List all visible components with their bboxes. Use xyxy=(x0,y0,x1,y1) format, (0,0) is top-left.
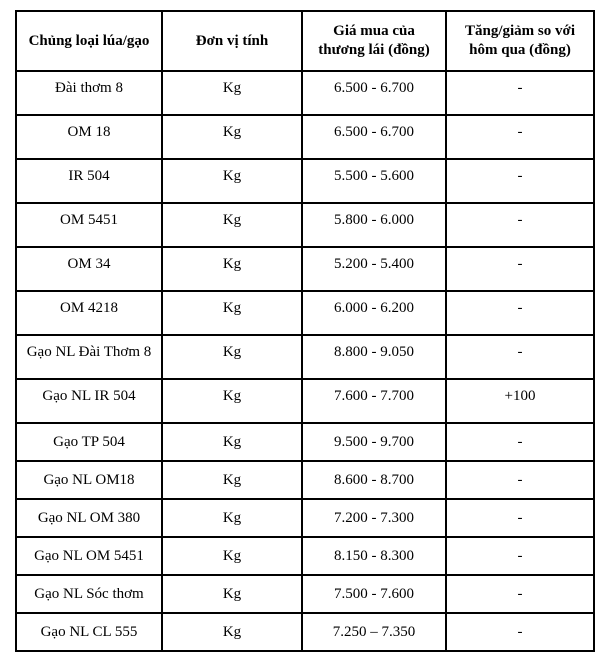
change-cell: - xyxy=(446,499,594,537)
rice-type-cell: OM 34 xyxy=(16,247,162,291)
unit-cell: Kg xyxy=(162,247,302,291)
table-row xyxy=(16,575,594,613)
table-row xyxy=(16,461,594,499)
header-row xyxy=(16,11,594,71)
unit-cell: Kg xyxy=(162,379,302,423)
unit-cell: Kg xyxy=(162,423,302,461)
header-rice-type: Chủng loại lúa/gạo xyxy=(16,11,162,71)
price-cell: 8.150 - 8.300 xyxy=(302,537,446,575)
header-trader-price: Giá mua của thương lái (đồng) xyxy=(302,11,446,71)
price-cell: 5.800 - 6.000 xyxy=(302,203,446,247)
table-row xyxy=(16,613,594,651)
rice-type-cell: Gạo NL OM 380 xyxy=(16,499,162,537)
change-cell: - xyxy=(446,423,594,461)
unit-cell: Kg xyxy=(162,203,302,247)
change-cell: - xyxy=(446,613,594,651)
rice-type-cell: OM 5451 xyxy=(16,203,162,247)
price-cell: 7.600 - 7.700 xyxy=(302,379,446,423)
table-row xyxy=(16,203,594,247)
change-cell: +100 xyxy=(446,379,594,423)
rice-type-cell: Gạo NL OM 5451 xyxy=(16,537,162,575)
price-cell: 5.200 - 5.400 xyxy=(302,247,446,291)
change-cell: - xyxy=(446,575,594,613)
change-cell: - xyxy=(446,537,594,575)
rice-type-cell: Gạo TP 504 xyxy=(16,423,162,461)
change-cell: - xyxy=(446,291,594,335)
unit-cell: Kg xyxy=(162,71,302,115)
price-cell: 9.500 - 9.700 xyxy=(302,423,446,461)
price-cell: 7.500 - 7.600 xyxy=(302,575,446,613)
table-row xyxy=(16,71,594,115)
rice-type-cell: OM 4218 xyxy=(16,291,162,335)
rice-type-cell: Gạo NL IR 504 xyxy=(16,379,162,423)
change-cell: - xyxy=(446,461,594,499)
rice-type-cell: OM 18 xyxy=(16,115,162,159)
price-cell: 6.500 - 6.700 xyxy=(302,71,446,115)
rice-type-cell: Gạo NL Sóc thơm xyxy=(16,575,162,613)
table-row xyxy=(16,499,594,537)
rice-type-cell: Gạo NL Đài Thơm 8 xyxy=(16,335,162,379)
table-row xyxy=(16,335,594,379)
price-cell: 6.000 - 6.200 xyxy=(302,291,446,335)
table-row xyxy=(16,159,594,203)
unit-cell: Kg xyxy=(162,159,302,203)
unit-cell: Kg xyxy=(162,291,302,335)
change-cell: - xyxy=(446,247,594,291)
price-cell: 8.600 - 8.700 xyxy=(302,461,446,499)
unit-cell: Kg xyxy=(162,575,302,613)
rice-price-table xyxy=(15,10,595,652)
price-cell: 7.200 - 7.300 xyxy=(302,499,446,537)
price-cell: 8.800 - 9.050 xyxy=(302,335,446,379)
header-unit: Đơn vị tính xyxy=(162,11,302,71)
table-row xyxy=(16,379,594,423)
rice-type-cell: Gạo NL OM18 xyxy=(16,461,162,499)
unit-cell: Kg xyxy=(162,499,302,537)
rice-type-cell: Đài thơm 8 xyxy=(16,71,162,115)
change-cell: - xyxy=(446,115,594,159)
price-cell: 7.250 – 7.350 xyxy=(302,613,446,651)
unit-cell: Kg xyxy=(162,461,302,499)
table-row xyxy=(16,291,594,335)
price-cell: 5.500 - 5.600 xyxy=(302,159,446,203)
change-cell: - xyxy=(446,71,594,115)
change-cell: - xyxy=(446,335,594,379)
table-row xyxy=(16,537,594,575)
header-change-vs-yesterday: Tăng/giảm so với hôm qua (đồng) xyxy=(446,11,594,71)
table-row xyxy=(16,423,594,461)
table-row xyxy=(16,247,594,291)
rice-type-cell: Gạo NL CL 555 xyxy=(16,613,162,651)
change-cell: - xyxy=(446,159,594,203)
change-cell: - xyxy=(446,203,594,247)
unit-cell: Kg xyxy=(162,335,302,379)
rice-type-cell: IR 504 xyxy=(16,159,162,203)
unit-cell: Kg xyxy=(162,537,302,575)
price-cell: 6.500 - 6.700 xyxy=(302,115,446,159)
table-row xyxy=(16,115,594,159)
unit-cell: Kg xyxy=(162,613,302,651)
unit-cell: Kg xyxy=(162,115,302,159)
